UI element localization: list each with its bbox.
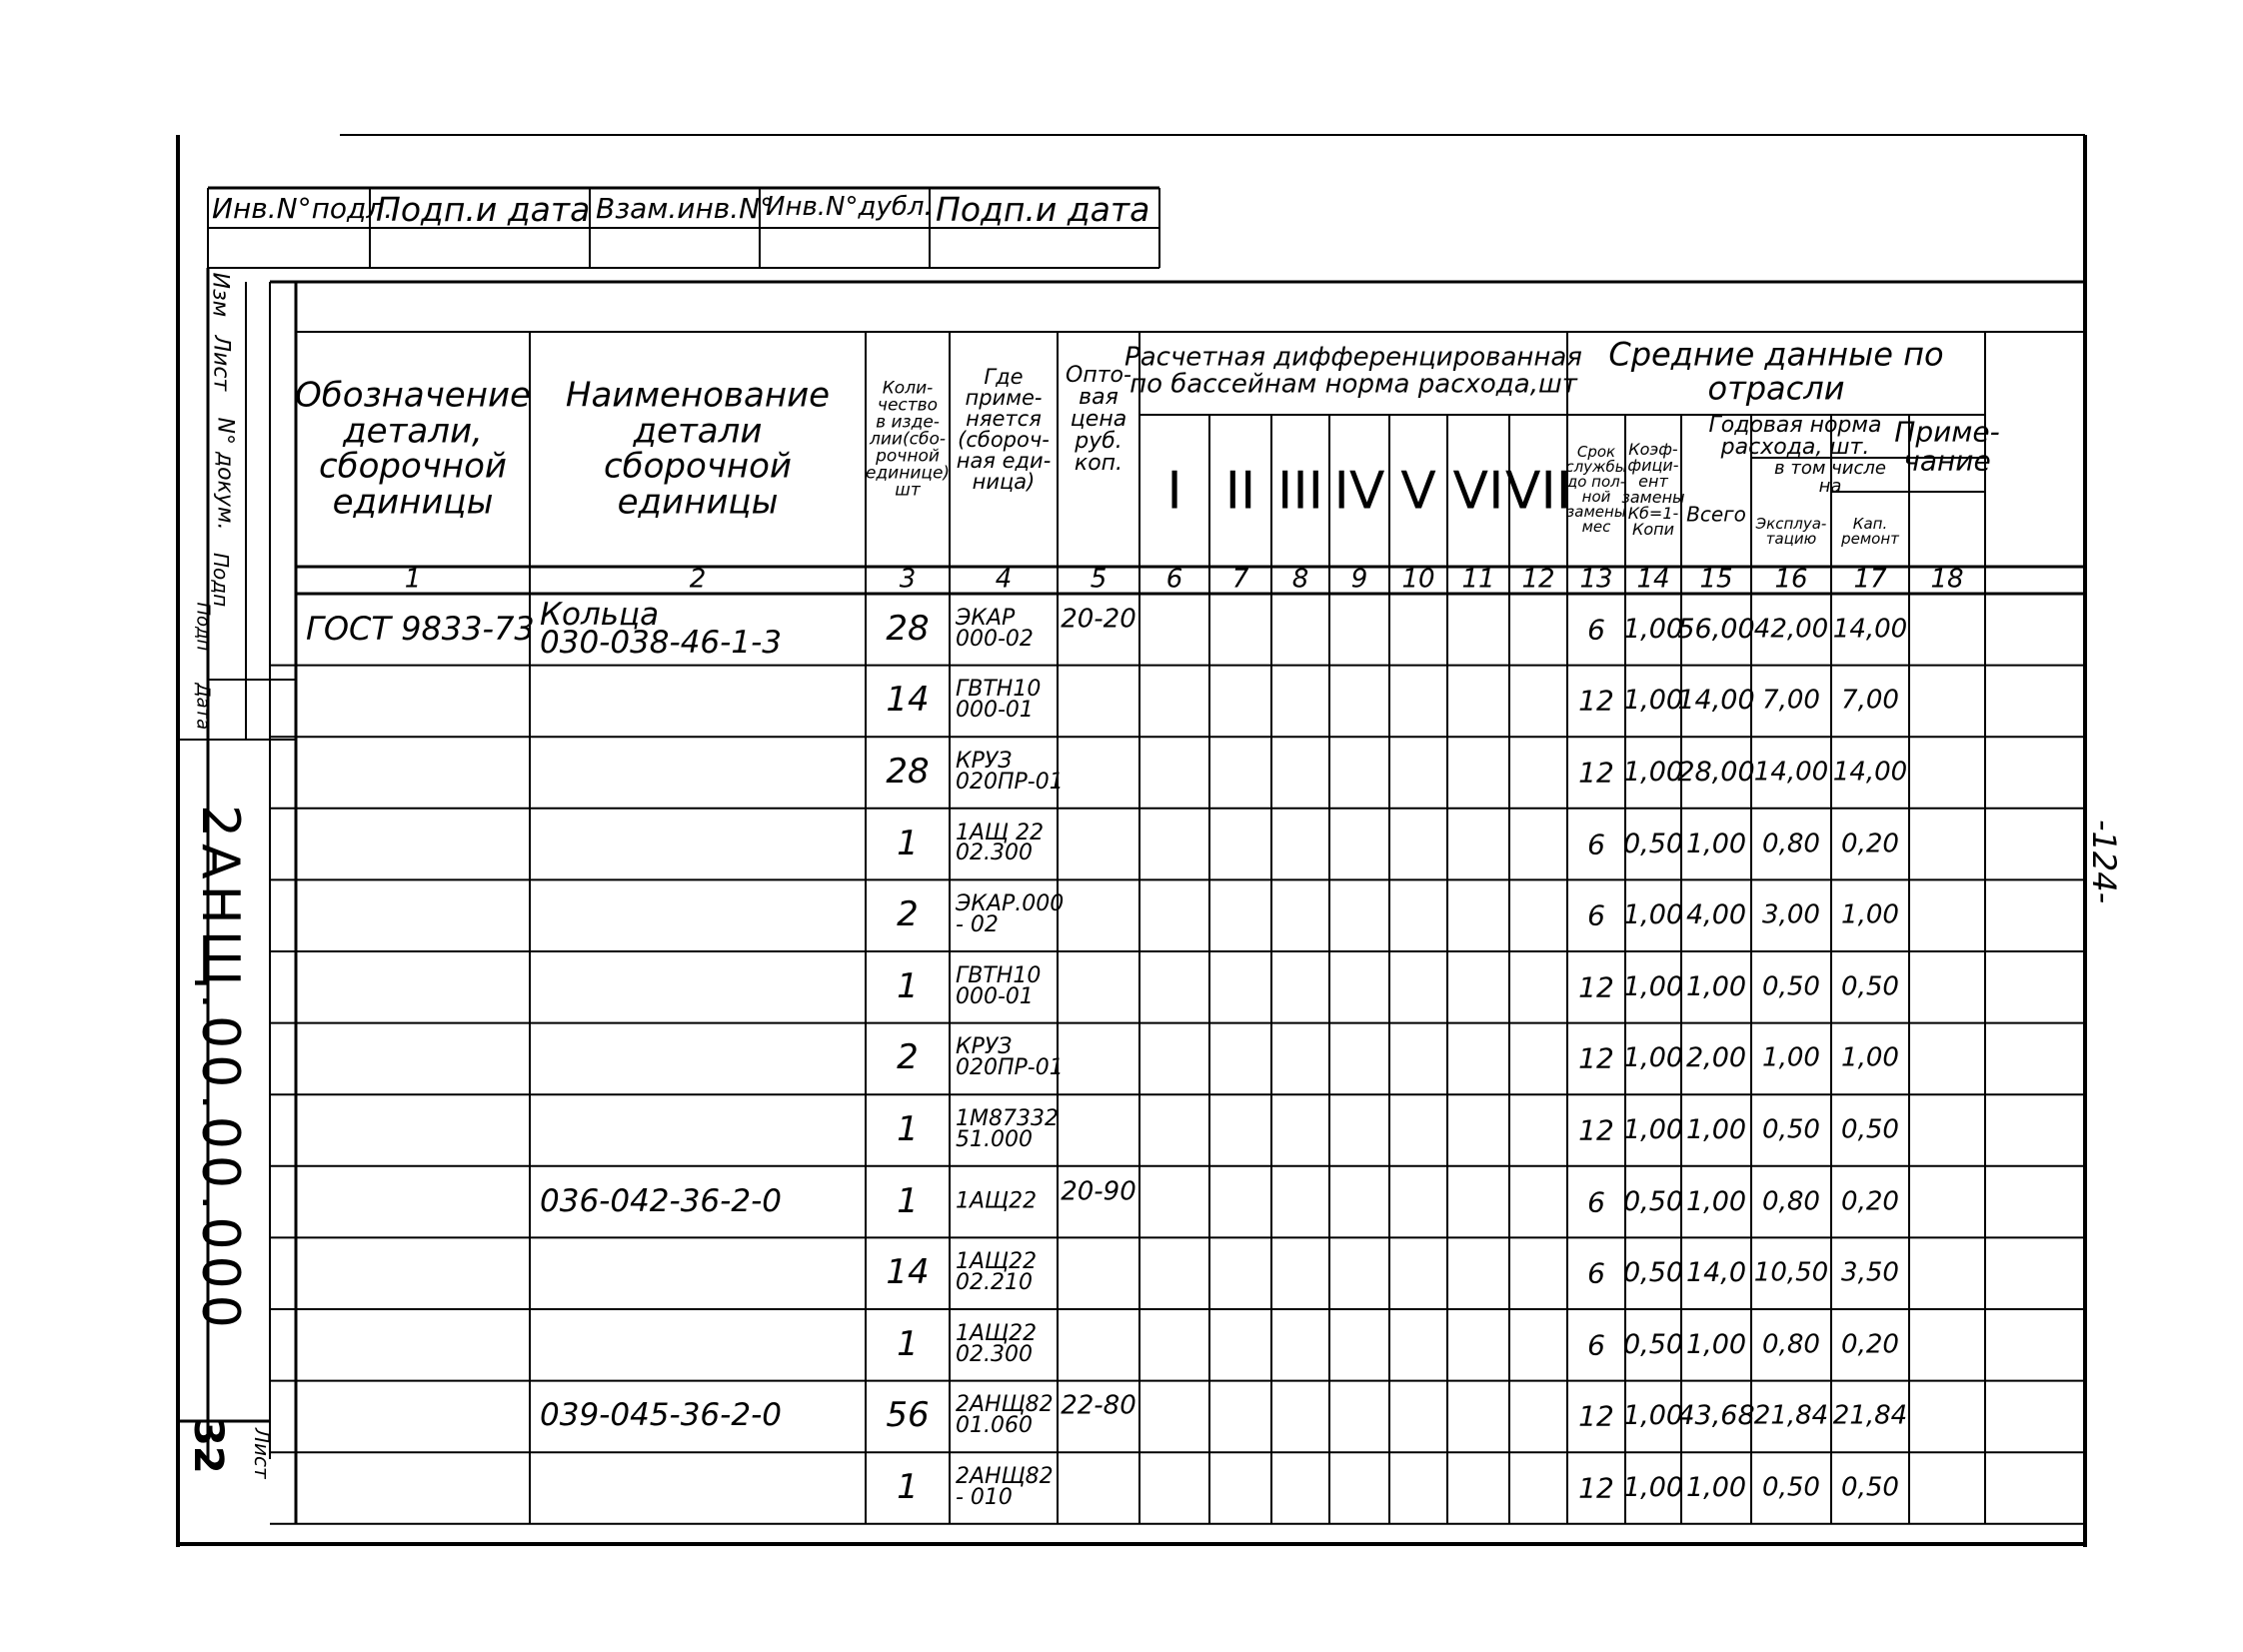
row-4-operation: 0,80 xyxy=(1762,827,1820,858)
row-12-where-used: 2АНЩ82 01.060 xyxy=(956,1392,1054,1439)
stamp-header-sign-date-1: Подп.и дата xyxy=(376,190,591,229)
row-12-price: 22-80 xyxy=(1061,1390,1136,1421)
row-7-where-used: КРУЗ 020ПР-01 xyxy=(956,1034,1064,1081)
side-label-sign-small: Подп xyxy=(192,602,214,652)
header-name: Наименование детали сборочной единицы xyxy=(565,375,831,523)
row-1-operation: 42,00 xyxy=(1753,614,1829,645)
row-8-overhaul: 0,50 xyxy=(1841,1114,1899,1145)
row-11-total: 1,00 xyxy=(1685,1328,1747,1360)
row-6-coef: 1,00 xyxy=(1622,970,1684,1002)
row-7-quantity: 2 xyxy=(897,1037,919,1078)
column-number-6: 6 xyxy=(1165,564,1183,595)
header-overhaul: Кап. ремонт xyxy=(1841,515,1899,548)
row-4-quantity: 1 xyxy=(897,823,919,863)
row-13-service-life: 12 xyxy=(1578,1471,1614,1505)
column-number-15: 15 xyxy=(1699,564,1733,595)
row-9-overhaul: 0,20 xyxy=(1841,1185,1899,1216)
row-3-total: 28,00 xyxy=(1677,756,1755,788)
row-5-where-used: ЭКАР.000 - 02 xyxy=(956,891,1065,938)
column-number-11: 11 xyxy=(1461,564,1495,595)
row-7-service-life: 12 xyxy=(1578,1041,1614,1075)
header-total: Всего xyxy=(1686,502,1746,527)
row-1-where-used: ЭКАР 000-02 xyxy=(956,605,1034,652)
column-number-3: 3 xyxy=(899,564,917,595)
header-basin-6: VI xyxy=(1452,461,1504,522)
row-1-quantity: 28 xyxy=(886,608,930,649)
row-13-quantity: 1 xyxy=(897,1467,919,1508)
stamp-header-sign-date-2: Подп.и дата xyxy=(936,190,1150,229)
row-9-name: 036-042-36-2-0 xyxy=(540,1182,782,1219)
row-3-operation: 14,00 xyxy=(1753,757,1829,788)
header-quantity: Коли- чество в изде- лии(сбо- рочной единице) шт xyxy=(865,378,951,501)
row-8-coef: 1,00 xyxy=(1622,1113,1684,1145)
stamp-header-inv-orig: Инв.N°подл. xyxy=(212,192,394,225)
header-including: в том числе на xyxy=(1774,458,1886,497)
column-number-14: 14 xyxy=(1636,564,1670,595)
column-number-8: 8 xyxy=(1291,564,1309,595)
row-2-operation: 7,00 xyxy=(1762,685,1820,716)
column-number-2: 2 xyxy=(689,564,707,595)
row-10-quantity: 14 xyxy=(886,1252,930,1293)
document-code: 2АНЩ.00.00.000 xyxy=(190,805,250,1334)
row-4-overhaul: 0,20 xyxy=(1841,827,1899,858)
row-1-price: 20-20 xyxy=(1061,604,1136,635)
row-7-total: 2,00 xyxy=(1685,1042,1747,1074)
header-annual-norm: Годовая норма расхода, шт. xyxy=(1708,413,1882,460)
row-11-quantity: 1 xyxy=(897,1323,919,1364)
row-2-total: 14,00 xyxy=(1677,685,1755,717)
column-number-17: 17 xyxy=(1853,564,1887,595)
row-2-quantity: 14 xyxy=(886,680,930,721)
side-label-sign: Подп xyxy=(209,553,233,608)
row-9-operation: 0,80 xyxy=(1762,1185,1820,1216)
header-basin-norm: Расчетная дифференцированная по бассейнам норма расхода,шт xyxy=(1124,342,1582,400)
row-2-where-used: ГВТН10 000-01 xyxy=(956,677,1042,724)
column-number-18: 18 xyxy=(1930,564,1964,595)
row-1-designation: ГОСТ 9833-73 xyxy=(306,610,535,648)
row-13-where-used: 2АНЩ82 - 010 xyxy=(956,1464,1054,1510)
row-4-where-used: 1АЩ 22 02.300 xyxy=(956,820,1045,866)
row-5-total: 4,00 xyxy=(1685,899,1747,931)
side-label-doc-no: N° докум. xyxy=(212,417,238,531)
row-11-overhaul: 0,20 xyxy=(1841,1329,1899,1360)
row-3-where-used: КРУЗ 020ПР-01 xyxy=(956,749,1064,795)
column-number-1: 1 xyxy=(404,564,422,595)
row-9-coef: 0,50 xyxy=(1622,1185,1684,1217)
row-9-quantity: 1 xyxy=(897,1180,919,1221)
row-13-coef: 1,00 xyxy=(1622,1471,1684,1503)
row-5-coef: 1,00 xyxy=(1622,899,1684,931)
header-basin-7: VII xyxy=(1504,461,1572,522)
header-basin-4: IV xyxy=(1333,461,1385,522)
sheet-number: 32 xyxy=(185,1418,231,1474)
row-10-operation: 10,50 xyxy=(1753,1257,1829,1288)
row-6-where-used: ГВТН10 000-01 xyxy=(956,962,1042,1009)
row-13-operation: 0,50 xyxy=(1762,1472,1820,1503)
header-replacement-coef: Коэф- фици- ент замены Кб=1- Копи xyxy=(1621,440,1685,539)
row-4-coef: 0,50 xyxy=(1622,827,1684,859)
header-service-life: Срок службы до пол- ной замены мес xyxy=(1565,443,1627,536)
row-12-coef: 1,00 xyxy=(1622,1400,1684,1432)
column-number-10: 10 xyxy=(1401,564,1435,595)
row-8-service-life: 12 xyxy=(1578,1113,1614,1147)
row-5-quantity: 2 xyxy=(897,894,919,935)
column-number-13: 13 xyxy=(1579,564,1613,595)
row-12-name: 039-045-36-2-0 xyxy=(540,1397,782,1434)
row-6-overhaul: 0,50 xyxy=(1841,971,1899,1002)
row-12-overhaul: 21,84 xyxy=(1832,1400,1908,1431)
row-13-overhaul: 0,50 xyxy=(1841,1472,1899,1503)
header-industry-avg: Средние данные по отрасли xyxy=(1608,335,1944,407)
header-wholesale-price: Опто- вая цена руб. коп. xyxy=(1066,363,1131,476)
header-basin-1: I xyxy=(1166,461,1182,522)
column-number-12: 12 xyxy=(1521,564,1555,595)
row-9-price: 20-90 xyxy=(1061,1175,1136,1206)
row-5-overhaul: 1,00 xyxy=(1841,899,1899,930)
row-12-quantity: 56 xyxy=(886,1395,930,1436)
row-2-service-life: 12 xyxy=(1578,684,1614,718)
column-number-16: 16 xyxy=(1774,564,1808,595)
row-6-quantity: 1 xyxy=(897,965,919,1006)
row-6-operation: 0,50 xyxy=(1762,971,1820,1002)
row-7-overhaul: 1,00 xyxy=(1841,1042,1899,1073)
row-13-total: 1,00 xyxy=(1685,1471,1747,1503)
row-10-total: 14,0 xyxy=(1685,1257,1747,1289)
row-1-overhaul: 14,00 xyxy=(1832,614,1908,645)
row-8-operation: 0,50 xyxy=(1762,1114,1820,1145)
header-note: Приме- чание xyxy=(1894,415,2000,478)
row-7-coef: 1,00 xyxy=(1622,1042,1684,1074)
row-5-service-life: 6 xyxy=(1587,898,1605,932)
stamp-header-replace-inv: Взам.инв.N° xyxy=(596,192,775,225)
row-10-service-life: 6 xyxy=(1587,1256,1605,1290)
column-number-9: 9 xyxy=(1350,564,1368,595)
side-label-list: Лист xyxy=(208,335,234,392)
sheet-label: Лист xyxy=(250,1428,274,1479)
row-12-operation: 21,84 xyxy=(1753,1400,1829,1431)
column-number-4: 4 xyxy=(995,564,1013,595)
column-number-7: 7 xyxy=(1231,564,1249,595)
header-operation: Эксплуа- тацию xyxy=(1755,515,1827,548)
header-basin-5: V xyxy=(1400,461,1436,522)
row-11-where-used: 1АЩ22 02.300 xyxy=(956,1320,1038,1367)
row-4-total: 1,00 xyxy=(1685,827,1747,859)
row-12-service-life: 12 xyxy=(1578,1399,1614,1433)
row-2-coef: 1,00 xyxy=(1622,685,1684,717)
row-3-coef: 1,00 xyxy=(1622,756,1684,788)
header-where-used: Где приме- няется (сбороч- ная еди- ница) xyxy=(956,365,1052,494)
row-11-service-life: 6 xyxy=(1587,1328,1605,1362)
row-12-total: 43,68 xyxy=(1677,1400,1755,1432)
row-3-quantity: 28 xyxy=(886,752,930,793)
row-8-quantity: 1 xyxy=(897,1109,919,1150)
row-8-total: 1,00 xyxy=(1685,1113,1747,1145)
row-11-operation: 0,80 xyxy=(1762,1329,1820,1360)
row-2-overhaul: 7,00 xyxy=(1841,685,1899,716)
row-6-service-life: 12 xyxy=(1578,970,1614,1004)
side-label-izm: Изм xyxy=(207,272,233,318)
row-10-coef: 0,50 xyxy=(1622,1257,1684,1289)
row-1-total: 56,00 xyxy=(1677,613,1755,645)
row-1-service-life: 6 xyxy=(1587,613,1605,647)
row-3-overhaul: 14,00 xyxy=(1832,757,1908,788)
column-number-5: 5 xyxy=(1090,564,1108,595)
row-7-operation: 1,00 xyxy=(1762,1042,1820,1073)
row-9-total: 1,00 xyxy=(1685,1185,1747,1217)
row-10-overhaul: 3,50 xyxy=(1841,1257,1899,1288)
row-9-service-life: 6 xyxy=(1587,1184,1605,1218)
row-6-total: 1,00 xyxy=(1685,970,1747,1002)
header-designation: Обозначение детали, сборочной единицы xyxy=(295,375,531,523)
row-9-where-used: 1АЩ22 xyxy=(956,1188,1038,1214)
row-8-where-used: 1М87332 51.000 xyxy=(956,1106,1059,1152)
header-basin-3: III xyxy=(1276,461,1324,522)
side-label-date-small: Дата xyxy=(192,683,214,731)
row-1-name: Кольца 030-038-46-1-3 xyxy=(540,596,782,661)
row-11-coef: 0,50 xyxy=(1622,1328,1684,1360)
page-number: -124- xyxy=(2085,820,2123,904)
row-1-coef: 1,00 xyxy=(1622,613,1684,645)
header-basin-2: II xyxy=(1224,461,1256,522)
row-4-service-life: 6 xyxy=(1587,826,1605,860)
stamp-header-inv-dup: Инв.N°дубл. xyxy=(766,192,933,222)
row-3-service-life: 12 xyxy=(1578,756,1614,790)
row-10-where-used: 1АЩ22 02.210 xyxy=(956,1249,1038,1296)
row-5-operation: 3,00 xyxy=(1762,899,1820,930)
